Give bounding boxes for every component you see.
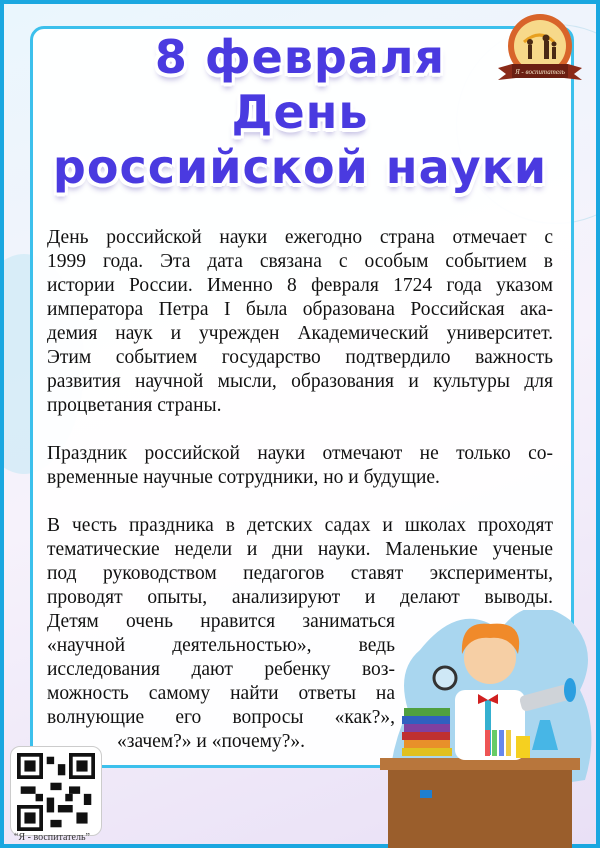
text-line: демия наук и учрежден Академический университет. — [47, 323, 553, 344]
qr-code[interactable] — [10, 746, 102, 836]
paragraph-gap — [47, 490, 553, 514]
paragraph-wrapped — [47, 610, 553, 754]
text-line: 1999 года. Эта дата связана с особым событием в — [47, 251, 553, 272]
text-line: Детям очень нравится заниматься — [47, 611, 395, 632]
article-body — [47, 226, 553, 754]
title-line: День — [231, 85, 369, 139]
text-line: День российской науки ежегодно страна отмечает с — [47, 227, 553, 248]
text-line: временные научные сотрудники, но и будущие. — [47, 467, 440, 488]
paragraph — [47, 514, 553, 610]
logo-badge-icon — [494, 12, 586, 90]
text-line: «научной деятельностью», ведь — [47, 635, 395, 656]
text-line: можность самому найти ответы на — [47, 683, 395, 704]
qr-caption: “Я - воспитатель” — [14, 832, 90, 843]
text-line: Этим событием государство подтвердило важность — [47, 347, 553, 368]
text-line: Праздник российской науки отмечают не только со- — [47, 443, 553, 464]
qr-code-icon — [17, 753, 95, 831]
text-line: «зачем?» и «почему?». — [117, 731, 305, 752]
paragraph — [47, 442, 553, 490]
text-line: под руководством педагогов ставят эксперименты, — [47, 563, 553, 584]
text-line: тематические недели и дни науки. Маленькие ученые — [47, 539, 553, 560]
text-line: императора Петра I была образована Российская ака- — [47, 299, 553, 320]
text-line: волнующие его вопросы «как?», — [47, 707, 395, 728]
text-line: В честь праздника в детских садах и школах проходят — [47, 515, 553, 536]
badge-text: Я - воспитатель — [515, 68, 565, 76]
text-line: истории России. Именно 8 февраля 1724 года указом — [47, 275, 553, 296]
title-line: российской науки — [52, 140, 548, 194]
text-line: процветания страны. — [47, 395, 222, 416]
text-line: развития научной мысли, образования и культуры для — [47, 371, 553, 392]
paragraph-gap — [47, 418, 553, 442]
text-line: проводят опыты, анализируют и делают выводы. — [47, 587, 553, 608]
title-line: 8 февраля — [154, 30, 446, 84]
text-line: исследования дают ребенку воз- — [47, 659, 395, 680]
paragraph — [47, 226, 553, 418]
